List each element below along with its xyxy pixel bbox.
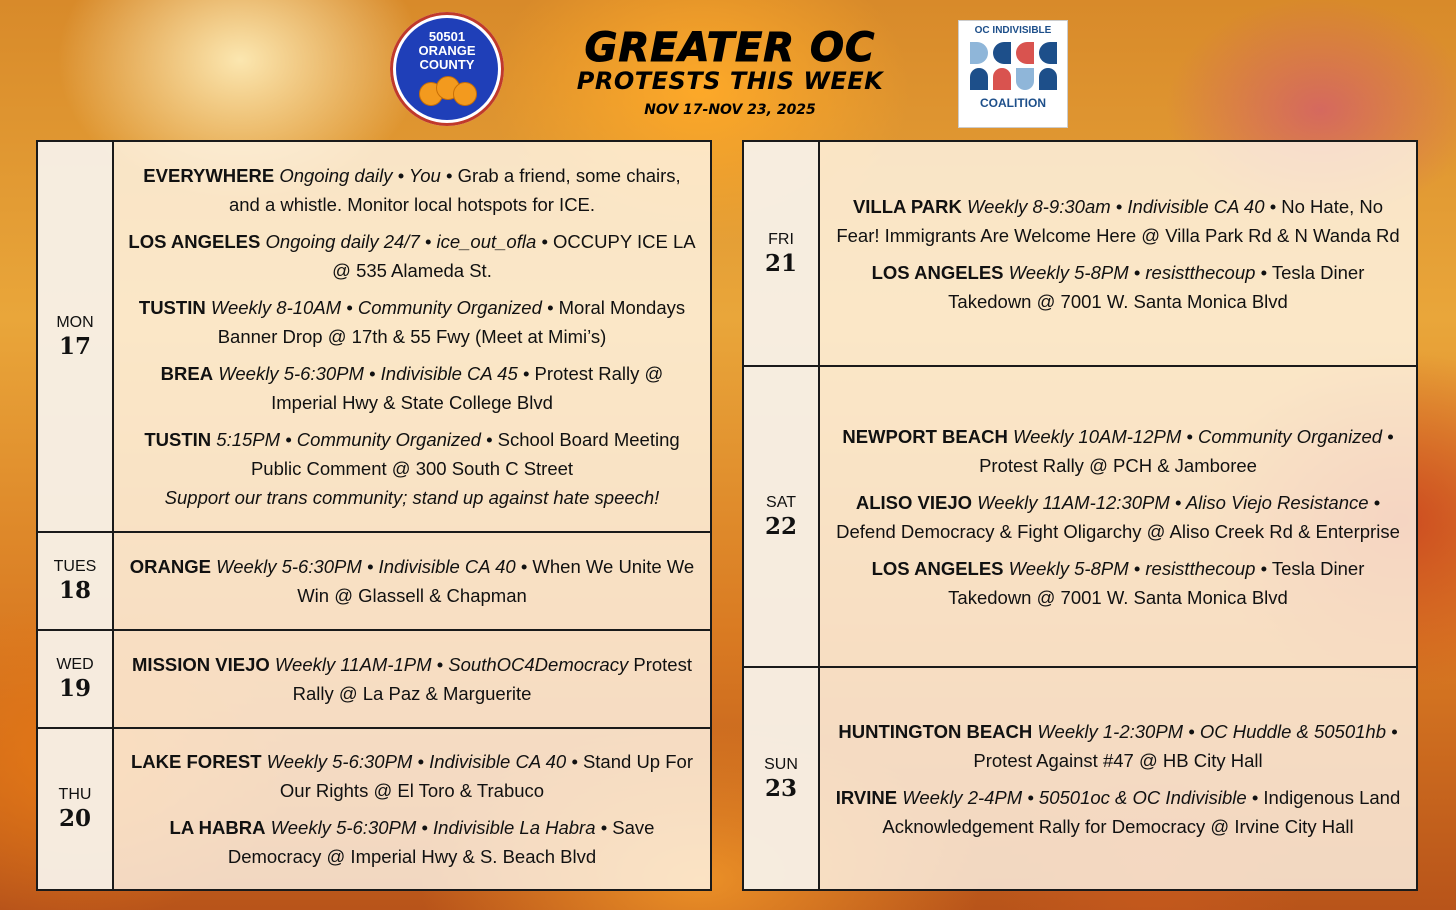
- oc-indivisible-coalition-logo: [958, 20, 1068, 128]
- schedule-left: [36, 140, 712, 891]
- event-city: MISSION VIEJO: [132, 654, 270, 675]
- event-city: LOS ANGELES: [871, 261, 1004, 283]
- event-city: LAKE FOREST: [131, 751, 262, 772]
- event-meta: Weekly 5-6:30PM • Indivisible CA 45 •: [218, 363, 530, 384]
- event-city: VILLA PARK: [852, 195, 962, 217]
- day-row-mon: [37, 141, 711, 532]
- header: [0, 0, 1456, 138]
- day-cell: [37, 141, 113, 532]
- event: [832, 192, 1404, 250]
- event-city: HUNTINGTON BEACH: [838, 720, 1033, 742]
- event: [126, 161, 698, 219]
- day-name: SUN: [764, 755, 798, 773]
- event-details: Protest Rally @ Imperial Hwy & State College Blvd: [271, 363, 664, 413]
- events-cell: [113, 728, 711, 890]
- event-meta: Weekly 10AM-12PM • Community Organized •: [1012, 425, 1394, 447]
- events-cell: [819, 366, 1417, 667]
- day-cell: [37, 532, 113, 630]
- event: [832, 554, 1404, 612]
- event-meta: Weekly 8-10AM • Community Organized •: [210, 297, 554, 318]
- event: [126, 359, 698, 417]
- event: [832, 717, 1404, 775]
- event-city: NEWPORT BEACH: [842, 425, 1008, 447]
- event: [126, 425, 698, 512]
- event-city: EVERYWHERE: [143, 165, 275, 186]
- day-row-sun: [743, 667, 1417, 890]
- day-number: 20: [58, 805, 91, 832]
- day-name: WED: [56, 656, 94, 673]
- event-meta: Weekly 5-8PM • resistthecoup •: [1008, 261, 1268, 283]
- day-row-fri: [743, 141, 1417, 366]
- event-details: Save Democracy @ Imperial Hwy & S. Beach Blvd: [227, 817, 655, 867]
- day-name: SAT: [766, 493, 796, 511]
- oranges-icon: [417, 76, 477, 106]
- event-details: No Hate, No Fear! Immigrants Are Welcome Here @ Villa Park Rd & N Wanda Rd: [836, 195, 1400, 246]
- events-cell: [819, 667, 1417, 890]
- event: [126, 227, 698, 285]
- day-cell: [37, 728, 113, 890]
- event-meta: Weekly 5-6:30PM • Indivisible La Habra •: [270, 817, 608, 838]
- logo-bottom-text: COALITION: [980, 96, 1046, 110]
- event-meta: 5:15PM • Community Organized •: [216, 429, 493, 450]
- event-meta: Ongoing daily • You •: [279, 165, 453, 186]
- day-row-thu: [37, 728, 711, 890]
- event-city: ALISO VIEJO: [855, 491, 973, 513]
- event-meta: Ongoing daily 24/7 • ice_out_ofla •: [265, 231, 548, 252]
- page-title: [530, 25, 930, 118]
- day-number: 22: [764, 512, 797, 540]
- event-meta: Weekly 2-4PM • 50501oc & OC Indivisible •: [902, 786, 1259, 808]
- logo-grid-icon: [970, 42, 1057, 90]
- event-city: BREA: [160, 363, 214, 384]
- day-name: FRI: [768, 230, 794, 248]
- event-details: Indigenous Land Acknowledgement Rally for Democracy @ Irvine City Hall: [882, 786, 1401, 837]
- event-city: ORANGE: [129, 556, 211, 577]
- date-range: NOV 17-NOV 23, 2025: [644, 102, 816, 118]
- day-name: THU: [58, 786, 92, 803]
- 50501-orange-county-logo: [390, 12, 504, 126]
- event-meta: Weekly 11AM-1PM • SouthOC4Democracy: [274, 654, 629, 675]
- day-row-tue: [37, 532, 711, 630]
- day-number: 18: [58, 577, 91, 604]
- day-cell: [743, 141, 819, 366]
- logo-top-text: OC INDIVISIBLE: [974, 25, 1052, 36]
- badge-line2: ORANGE: [418, 43, 476, 58]
- day-cell: [37, 630, 113, 728]
- day-name: TUES: [53, 558, 97, 575]
- event-details: Protest Rally @ PCH & Jamboree: [979, 454, 1257, 476]
- event-city: LA HABRA: [169, 817, 266, 838]
- event-city: TUSTIN: [138, 297, 206, 318]
- event: [832, 422, 1404, 480]
- event-city: IRVINE: [835, 786, 898, 808]
- event: [126, 813, 698, 871]
- event-details: School Board Meeting Public Comment @ 300 South C Street: [250, 429, 680, 479]
- event-city: LOS ANGELES: [128, 231, 261, 252]
- day-number: 19: [58, 675, 91, 702]
- event-meta: Weekly 5-6:30PM • Indivisible CA 40 •: [266, 751, 578, 772]
- day-number: 23: [764, 774, 797, 802]
- day-cell: [743, 366, 819, 667]
- event-details: Grab a friend, some chairs, and a whistle. Monitor local hotspots for ICE.: [228, 165, 681, 215]
- event: [832, 783, 1404, 841]
- day-row-wed: [37, 630, 711, 728]
- event-details: Tesla Diner Takedown @ 7001 W. Santa Monica Blvd: [948, 557, 1365, 608]
- event: [126, 552, 698, 610]
- title-line2: PROTESTS THIS WEEK: [576, 67, 884, 95]
- event-meta: Weekly 1-2:30PM • OC Huddle & 50501hb •: [1037, 720, 1398, 742]
- event-details: Defend Democracy & Fight Oligarchy @ Aliso Creek Rd & Enterprise: [836, 520, 1400, 542]
- event-details: Tesla Diner Takedown @ 7001 W. Santa Monica Blvd: [948, 261, 1365, 312]
- event-meta: Weekly 8-9:30am • Indivisible CA 40 •: [967, 195, 1277, 217]
- day-row-sat: [743, 366, 1417, 667]
- event-details: Moral Mondays Banner Drop @ 17th & 55 Fwy (Meet at Mimi’s): [217, 297, 686, 347]
- event-details: When We Unite We Win @ Glassell & Chapman: [297, 556, 695, 606]
- event-details: OCCUPY ICE LA @ 535 Alameda St.: [332, 231, 696, 281]
- event-meta: Weekly 5-6:30PM • Indivisible CA 40 •: [216, 556, 528, 577]
- event-meta: Weekly 5-8PM • resistthecoup •: [1008, 557, 1268, 579]
- events-cell: [113, 532, 711, 630]
- title-line1: GREATER OC: [584, 25, 876, 71]
- day-cell: [743, 667, 819, 890]
- events-cell: [113, 141, 711, 532]
- event-city: LOS ANGELES: [871, 557, 1004, 579]
- day-number: 21: [764, 249, 797, 277]
- event: [832, 488, 1404, 546]
- day-name: MON: [56, 313, 94, 331]
- event: [126, 747, 698, 805]
- event: [126, 293, 698, 351]
- event-details: Protest Rally @ La Paz & Marguerite: [292, 654, 692, 704]
- badge-line1: 50501: [428, 29, 466, 44]
- event: [126, 650, 698, 708]
- event-details: Protest Against #47 @ HB City Hall: [973, 749, 1263, 771]
- event-meta: Weekly 11AM-12:30PM • Aliso Viejo Resistance •: [977, 491, 1381, 513]
- event-city: TUSTIN: [144, 429, 212, 450]
- event-note: Support our trans community; stand up against hate speech!: [164, 487, 660, 508]
- badge-inner: [396, 18, 498, 120]
- event-details: Stand Up For Our Rights @ El Toro & Trabuco: [279, 751, 693, 801]
- event: [832, 258, 1404, 316]
- events-cell: [819, 141, 1417, 366]
- events-cell: [113, 630, 711, 728]
- badge-line3: COUNTY: [419, 57, 475, 72]
- day-number: 17: [58, 332, 91, 360]
- schedule-right: [742, 140, 1418, 891]
